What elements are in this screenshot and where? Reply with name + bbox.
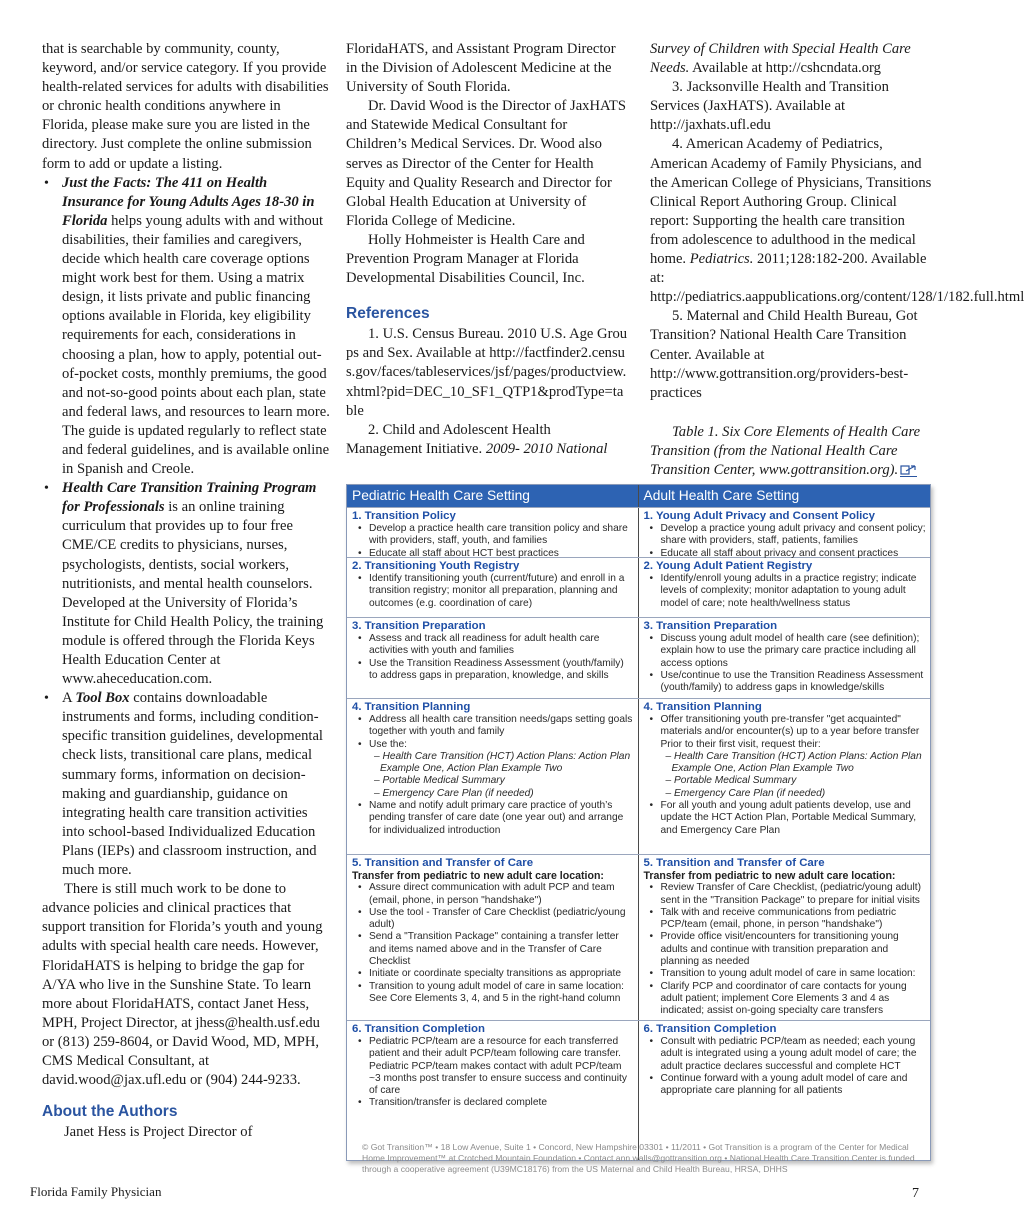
element-bullet: • Pediatric PCP/team are a resource for each transferred patient and their adult PCP/team following care transfer. Pediatric PCP/team makes contact with adult PCP/team ~3 months post transfer to ensure success and continuity of care <box>357 1036 634 1097</box>
adult-cell <box>639 1021 931 1160</box>
table-link-icon <box>900 465 917 477</box>
element-bullet: • Consult with pediatric PCP/team as needed; each young adult is integrated using a young adult model of care; the adult practice declares successful and complete HCT <box>649 1036 927 1073</box>
journal-name: Florida Family Physician <box>30 1184 162 1199</box>
resource-item-training-program <box>42 479 330 689</box>
element-bullet: • Review Transfer of Care Checklist, (pediatric/young adult) sent in the "Transition Package" to prepare for initial visits <box>649 882 927 907</box>
reference-2-italic: 2009- 2010 National <box>485 440 608 457</box>
element-bullet: • Initiate or coordinate specialty transitions as appropriate <box>357 968 634 980</box>
table-footnote: © Got Transition™ • 18 Low Avenue, Suite 1 • Concord, New Hampshire 03301 • 11/2011 • Got Transition is a program of the Center for Medical Home Improvement™ at Crotched Mountain Foundation • Contact ann.walls@gottransition.org • National Health Care Transition Center is funded through a cooperative agreement (U39MC18176) from the US Maternal and Child Health Bureau, HRSA, DHHS <box>362 1142 915 1174</box>
table-row <box>347 617 930 698</box>
element-bullet: • Talk with and receive communications from pediatric PCP/team (email, phone, in person "handshake") <box>649 907 927 932</box>
table-row <box>347 698 930 854</box>
element-bullet: • Transition/transfer is declared complete <box>357 1097 634 1109</box>
element-bullet: • Identify transitioning youth (current/future) and enroll in a transition registry; monitor all preparation, planning and outcomes (e.g. coordination of care) <box>357 573 634 610</box>
pediatric-cell <box>347 558 639 617</box>
adult-cell <box>639 855 931 1020</box>
element-bullet: • Clarify PCP and coordinator of care contacts for young adult patient; implement Core Elements 3 and 4 as indicated; assist on-going specialty care transfers <box>649 981 927 1018</box>
element-subitem: – Emergency Care Plan (if needed) <box>665 787 826 799</box>
element-bullet: • Provide office visit/encounters for transitioning young adults and continue with transition preparation and planning as needed <box>649 931 927 968</box>
column-2 <box>346 40 630 459</box>
adult-cell <box>639 558 931 617</box>
element-title: 2. Transitioning Youth Registry <box>352 560 520 572</box>
core-elements-table <box>346 484 931 1161</box>
element-bullet: • Offer transitioning youth pre-transfer "get acquainted" materials and/or encounter(s) up to a year before transfer Prior to their first visit, request their: <box>649 714 927 751</box>
adult-cell <box>639 618 931 698</box>
element-bullet: • Develop a practice health care transition policy and share with providers, staff, youth, and families <box>357 523 634 548</box>
element-bullet: • Name and notify adult primary care practice of youth’s pending transfer of care date (one year out) and arrange for individualized introduction <box>357 800 634 837</box>
pediatric-cell <box>347 699 639 854</box>
element-bullet: • Discuss young adult model of health care (see definition); explain how to use the primary care practice including all access options <box>649 633 927 670</box>
reference-2-cont <box>650 40 934 78</box>
element-subitem: – Portable Medical Summary <box>374 775 505 787</box>
pediatric-cell <box>347 508 639 557</box>
pediatric-cell <box>347 618 639 698</box>
adult-cell <box>639 508 931 557</box>
table-caption <box>650 423 934 480</box>
element-bullet: • Assess and track all readiness for adult health care activities with youth and families <box>357 633 634 658</box>
closing-paragraph: There is still much work to be done to advance policies and clinical practices that support transition for Florida’s youth and young adults with special health care needs. However, FloridaHATS is helping to bridge the gap for A/YA who live in the Sunshine State. To learn more about FloridaHATS, contact Janet Hess, MPH, Project Director, at jhess@health.usf.edu or (813) 259-8604, or David Wood, MD, MPH, CMS Medical Consultant, at david.wood@jax.ufl.edu or (904) 244-9233. <box>42 881 323 1089</box>
reference-4-text: 4. American Academy of Pediatrics, American Academy of Family Physicians, and the American College of Physicians, Transitions Clinical Report Authoring Group. Clinical report: Supporting the health care transition from adolescence to adulthood in the medical home. <box>650 136 932 268</box>
element-subitem: – Health Care Transition (HCT) Action Plans: Action Plan Example One, Action Plan Example Two <box>374 750 631 775</box>
author-bio-1: Janet Hess is Project Director of <box>64 1124 253 1141</box>
element-title: 6. Transition Completion <box>352 1023 485 1035</box>
resource-text: is an online training curriculum that provides up to four free CME/CE credits to physicians, nurses, psychologists, dentists, social workers, nutritionists, and mental health counselors. Developed at the University of Florida’s Institute for Child Health Policy, the training module is offered through the Florida Keys Health Education Center at www.aheceducation.com. <box>62 499 324 688</box>
adult-cell <box>639 699 931 854</box>
references-heading: References <box>346 305 430 323</box>
resource-title: Health Care Transition Training Program for Professionals <box>62 480 317 516</box>
table-row <box>347 557 930 617</box>
element-bullet: • Educate all staff about HCT best practices <box>357 548 634 560</box>
element-subtitle: Transfer from pediatric to new adult care location: <box>352 870 604 882</box>
resource-text: contains downloadable instruments and forms, including condition-specific transition guidelines, developmental check lists, transitional care plans, medical summary forms, information on decision-making and guardianship, guidance on integrating health care transition activities into school-based Individualized Education Plans (IEPs) and classroom instruction, and much more. <box>62 690 323 879</box>
element-subtitle: Transfer from pediatric to new adult care location: <box>643 870 896 882</box>
element-subitem: – Portable Medical Summary <box>665 775 797 787</box>
reference-4-end: 2011;128:182-200. Available at: http://pediatrics.aappublications.org/content/128/1/182.full.html <box>650 251 1024 306</box>
element-title: 4. Transition Planning <box>643 701 762 713</box>
element-subitem: – Emergency Care Plan (if needed) <box>374 787 534 799</box>
reference-2-cont-text: Available at http://cshcndata.org <box>689 60 881 77</box>
reference-3: 3. Jacksonville Health and Transition Services (JaxHATS). Available at http://jaxhats.ufl.edu <box>650 79 889 134</box>
resource-item-health-insurance-guide <box>42 174 330 480</box>
reference-4-journal: Pediatrics. <box>689 251 754 268</box>
element-bullet: • Educate all staff about privacy and consent practices <box>649 548 927 560</box>
element-bullet: • Use the tool - Transfer of Care Checklist (pediatric/young adult) <box>357 907 634 932</box>
element-title: 4. Transition Planning <box>352 701 471 713</box>
element-bullet: • Use/continue to use the Transition Readiness Assessment (youth/family) to address gaps in knowledge/skills <box>649 670 927 695</box>
reference-2-text: 2. Child and Adolescent Health Management Initiative. <box>346 421 551 457</box>
pediatric-cell <box>347 855 639 1020</box>
author-bio-1-cont: FloridaHATS, and Assistant Program Director in the Division of Adolescent Medicine at the University of South Florida. <box>346 41 616 96</box>
element-title: 1. Young Adult Privacy and Consent Policy <box>643 510 875 522</box>
resource-text: helps young adults with and without disabilities, their families and caregivers, decide which health care coverage options might work best for them. Using a matrix design, it lists private and public financing options available in Florida, key eligibility requirements for each, considerations in choosing a plan, how to apply, potential out-of-pocket costs, monthly premiums, the good and not-so-good points about each plan, state and federal laws, and resources to learn more. The guide is updated regularly to reflect state and federal guidelines, and is available online in Spanish and Creole. <box>62 212 330 478</box>
column-1 <box>42 40 330 1142</box>
table-body <box>347 507 930 1160</box>
page-number: 7 <box>912 1186 919 1201</box>
header-adult: Adult Health Care Setting <box>643 488 800 503</box>
element-title: 5. Transition and Transfer of Care <box>352 857 534 869</box>
reference-1: 1. U.S. Census Bureau. 2010 U.S. Age Groups and Sex. Available at http://factfinder2.census.gov/faces/tableservices/jsf/pages/productview.xhtml?pid=DEC_10_SF1_QTP1&prodType=table <box>346 326 628 419</box>
element-title: 2. Young Adult Patient Registry <box>643 560 813 572</box>
element-title: 1. Transition Policy <box>352 510 456 522</box>
element-bullet: • Identify/enroll young adults in a practice registry; indicate levels of complexity; monitor adaptation to young adult model of care; note health/wellness status <box>649 573 927 610</box>
author-bio-3: Holly Hohmeister is Health Care and Prevention Program Manager at Florida Developmental Disabilities Council, Inc. <box>346 231 585 287</box>
reference-5: 5. Maternal and Child Health Bureau, Got Transition? National Health Care Transition Center. Available at http://www.gottransition.org/providers-best-practices <box>650 308 918 401</box>
author-bio-2: Dr. David Wood is the Director of JaxHATS and Statewide Medical Consultant for Children’s Medical Services. Dr. Wood also serves as Director of the Center for Health Equity and Quality Research and Director for Global Health Education at University of Florida College of Medicine. <box>346 98 626 229</box>
element-bullet: • Continue forward with a young adult model of care and appropriate care planning for all patients <box>649 1073 927 1098</box>
element-bullet: • Use the: <box>357 739 634 751</box>
intro-paragraph: that is searchable by community, county, keyword, and/or service category. If you provide health-related services for adults with disabilities or chronic health conditions anywhere in Florida, please make sure you are listed in the directory. Just complete the online submission form to add or update a listing. <box>42 41 329 172</box>
header-pediatric: Pediatric Health Care Setting <box>347 485 639 507</box>
element-bullet: • For all youth and young adult patients develop, use and update the HCT Action Plan, Portable Medical Summary, and Emergency Care Plan <box>649 800 927 837</box>
column-3 <box>650 40 1024 480</box>
resource-list <box>42 174 330 880</box>
element-bullet: • Transition to young adult model of care in same location: See Core Elements 3, 4, and 5 in the right-hand column <box>357 981 634 1006</box>
resource-title: Just the Facts: The 411 on Health Insurance for Young Adults Ages 18-30 in Florida <box>62 174 315 229</box>
element-title: 3. Transition Preparation <box>643 620 778 632</box>
pediatric-cell <box>347 1021 639 1160</box>
reference-2-cont-italic: Survey of Children with Special Health Care Needs. <box>650 41 911 77</box>
resource-item-tool-box <box>42 689 330 880</box>
element-bullet: • Send a "Transition Package" containing a transfer letter and items named above and in the Transfer of Care Checklist <box>357 931 634 968</box>
element-subitem: – Health Care Transition (HCT) Action Plans: Action Plan Example One, Action Plan Example Two <box>665 750 922 775</box>
element-bullet: • Assure direct communication with adult PCP and team (email, phone, in person "handshake") <box>357 882 634 907</box>
element-title: 3. Transition Preparation <box>352 620 486 632</box>
element-bullet: • Develop a practice young adult privacy and consent policy; share with providers, staff, patients, families <box>649 523 927 548</box>
reference-4 <box>650 135 1024 307</box>
table-caption-text: Table 1. Six Core Elements of Health Care Transition (from the National Health Care Transition Center, www.gottransition.org). <box>650 423 921 478</box>
about-authors-heading: About the Authors <box>42 1103 178 1121</box>
table-row <box>347 854 930 1020</box>
element-title: 6. Transition Completion <box>643 1023 777 1035</box>
element-bullet: • Transition to young adult model of care in same location: <box>649 968 927 980</box>
element-bullet: • Use the Transition Readiness Assessment (youth/family) to address gaps in preparation, knowledge, and skills <box>357 658 634 683</box>
reference-2 <box>346 421 630 459</box>
resource-title: Tool Box <box>75 690 130 707</box>
table-row <box>347 507 930 557</box>
table-header-row <box>347 485 930 507</box>
element-title: 5. Transition and Transfer of Care <box>643 857 825 869</box>
resource-prefix: A <box>62 690 76 707</box>
element-bullet: • Address all health care transition needs/gaps setting goals together with youth and family <box>357 714 634 739</box>
table-row <box>347 1020 930 1160</box>
